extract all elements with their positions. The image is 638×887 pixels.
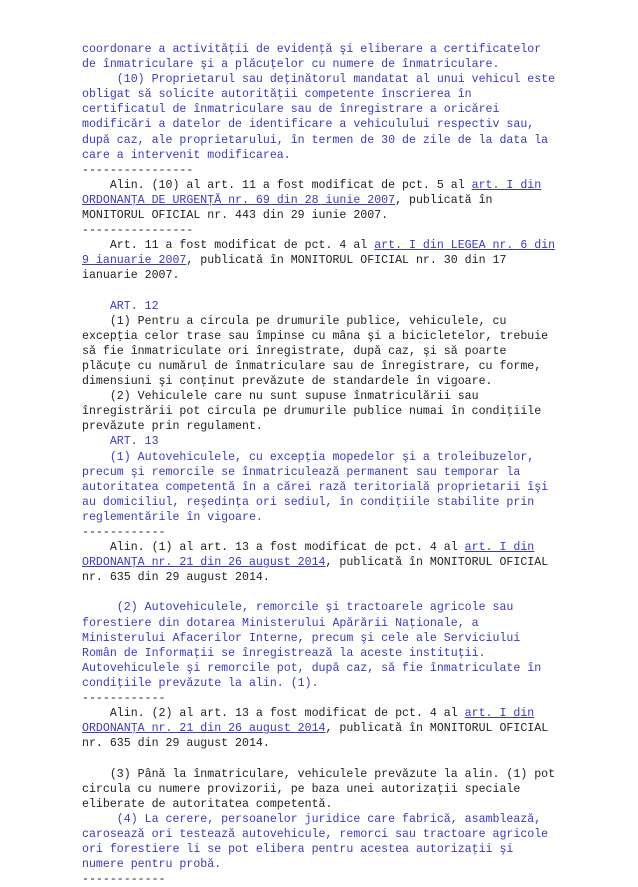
- text-segment: Român de Informaţii se înregistrează la aceste instituţii.: [82, 646, 486, 660]
- text-segment: , publicată în MONITORUL OFICIAL: [325, 722, 549, 736]
- text-segment: ART. 12: [82, 299, 159, 313]
- text-line: [82, 117, 568, 132]
- text-segment: MONITORUL OFICIAL nr. 443 din 29 iunie 2007.: [82, 209, 389, 223]
- separator-line: [82, 691, 568, 706]
- text-segment: condiţiile prevăzute la alin. (1).: [82, 676, 319, 690]
- text-line: [82, 842, 568, 857]
- text-line: [82, 706, 568, 721]
- separator-line: [82, 223, 568, 238]
- text-line: [82, 404, 568, 419]
- text-line: [82, 102, 568, 117]
- text-line: [82, 208, 568, 223]
- text-segment: (1) Autovehiculele, cu excepţia mopedelor şi a troleibuzelor,: [82, 450, 535, 464]
- text-line: [82, 268, 568, 283]
- text-segment: , publicată în MONITORUL OFICIAL nr. 30 din 17: [186, 254, 507, 268]
- text-segment: (3) Până la înmatriculare, vehiculele prevăzute la alin. (1) pot: [82, 767, 556, 781]
- legal-reference-link[interactable]: art. I din LEGEA nr. 6 din: [374, 239, 556, 253]
- text-segment: Alin. (2) al art. 13 a fost modificat de pct. 4 al: [82, 707, 465, 721]
- text-line: [82, 540, 568, 555]
- text-segment: circula cu numere provizorii, pe baza unei autorizaţii speciale: [82, 782, 521, 796]
- text-segment: (1) Pentru a circula pe drumurile publice, vehiculele, cu: [82, 314, 507, 328]
- text-segment: coordonare a activităţii de evidenţă şi eliberare a certificatelor: [82, 43, 542, 56]
- text-segment: de înmatriculare şi a plăcuţelor cu numere de înmatriculare.: [82, 58, 500, 72]
- text-segment: obligat să solicite autorităţii competente înscrierea în: [82, 88, 472, 102]
- text-line: [82, 72, 568, 87]
- legal-reference-link[interactable]: art. I din: [464, 541, 535, 555]
- text-line: [82, 782, 568, 797]
- text-segment: autoritatea competentă în a cărei rază teritorială proprietarii îşi: [82, 480, 549, 494]
- text-line: [82, 555, 568, 570]
- text-line: [82, 148, 568, 163]
- text-segment: după caz, ale proprietarului, în termen de 30 de zile de la data la: [82, 133, 549, 147]
- text-segment: precum şi remorcile se înmatriculează permanent sau temporar la: [82, 465, 521, 479]
- text-line: [82, 480, 568, 495]
- text-line: [82, 329, 568, 344]
- text-line: [82, 419, 568, 434]
- text-line: [82, 646, 568, 661]
- legal-reference-link[interactable]: 9 ianuarie 2007: [82, 254, 187, 268]
- text-segment: care a intervenit modificarea.: [82, 148, 291, 162]
- text-line: [82, 676, 568, 691]
- text-line: [82, 42, 568, 57]
- text-segment: Alin. (10) al art. 11 a fost modificat de pct. 5 al: [82, 178, 472, 192]
- text-segment: (2) Vehiculele care nu sunt supuse înmatriculării sau: [82, 390, 479, 404]
- text-line: [82, 661, 568, 676]
- text-line: [82, 495, 568, 510]
- text-line: [82, 299, 568, 314]
- text-line: [82, 87, 568, 102]
- text-segment: au domiciliul, reşedinţa ori sediul, în condiţiile stabilite prin: [82, 495, 535, 509]
- text-segment: ori forestiere li se pot elibera pentru acestea autorizaţii şi: [82, 842, 514, 856]
- text-line: [82, 767, 568, 782]
- text-line: [82, 253, 568, 268]
- text-segment: ------------: [82, 692, 166, 706]
- text-line: [82, 736, 568, 751]
- text-line: [82, 178, 568, 193]
- text-line: [82, 570, 568, 585]
- document-page: [82, 42, 568, 887]
- text-segment: Ministerului Afacerilor Interne, precum şi cele ale Serviciului: [82, 631, 521, 645]
- text-segment: Alin. (1) al art. 13 a fost modificat de pct. 4 al: [82, 541, 465, 555]
- text-line: [82, 465, 568, 480]
- text-line: [82, 133, 568, 148]
- blank-line: [82, 751, 568, 766]
- text-segment: (4) La cerere, persoanelor juridice care fabrică, asamblează,: [82, 812, 542, 826]
- text-segment: înregistrării pot circula pe drumurile publice numai în condiţiile: [82, 405, 542, 419]
- text-segment: ianuarie 2007.: [82, 269, 180, 283]
- legal-reference-link[interactable]: ORDONANŢA nr. 21 din 26 august 2014: [82, 722, 326, 736]
- text-segment: eliberate de autoritatea competentă.: [82, 797, 333, 811]
- text-line: [82, 344, 568, 359]
- separator-line: [82, 872, 568, 887]
- text-line: [82, 314, 568, 329]
- text-segment: ART. 13: [82, 435, 159, 449]
- text-line: [82, 827, 568, 842]
- text-line: [82, 57, 568, 72]
- text-segment: numere pentru probă.: [82, 858, 222, 872]
- text-segment: ----------------: [82, 163, 194, 177]
- text-line: [82, 797, 568, 812]
- blank-line: [82, 284, 568, 299]
- text-segment: reglementările în vigoare.: [82, 510, 263, 524]
- text-segment: , publicată în MONITORUL OFICIAL: [325, 556, 549, 570]
- text-segment: prevăzute prin regulament.: [82, 420, 263, 434]
- text-line: [82, 193, 568, 208]
- text-segment: Art. 11 a fost modificat de pct. 4 al: [82, 239, 375, 253]
- text-segment: ------------: [82, 873, 166, 887]
- text-line: [82, 450, 568, 465]
- text-segment: nr. 635 din 29 august 2014.: [82, 737, 270, 751]
- text-line: [82, 600, 568, 615]
- text-segment: ------------: [82, 526, 166, 539]
- text-line: [82, 616, 568, 631]
- text-line: [82, 857, 568, 872]
- legal-reference-link[interactable]: ORDONANŢA DE URGENŢĂ nr. 69 din 28 iunie 2007: [82, 193, 396, 207]
- text-segment: modificări a datelor de identificare a vehiculului respectiv sau,: [82, 118, 535, 132]
- text-segment: să fie înmatriculate ori înregistrate, după caz, şi să poarte: [82, 344, 507, 358]
- text-segment: excepţia celor trase sau împinse cu mâna şi a bicicletelor, trebuie: [82, 329, 549, 343]
- text-line: [82, 631, 568, 646]
- text-segment: nr. 635 din 29 august 2014.: [82, 571, 270, 585]
- text-segment: (10) Proprietarul sau deţinătorul mandatat al unui vehicul este: [82, 73, 556, 87]
- separator-line: [82, 163, 568, 178]
- text-line: [82, 359, 568, 374]
- text-line: [82, 374, 568, 389]
- text-line: [82, 721, 568, 736]
- text-segment: plăcuţe cu numărul de înmatriculare sau de înregistrare, cu forme,: [82, 359, 542, 373]
- text-segment: , publicată în: [395, 193, 493, 207]
- legal-reference-link[interactable]: art. I din: [464, 707, 535, 721]
- text-segment: Autovehiculele şi remorcile pot, după caz, să fie înmatriculate în: [82, 661, 542, 675]
- text-segment: (2) Autovehiculele, remorcile şi tractoarele agricole sau: [82, 601, 514, 615]
- blank-line: [82, 585, 568, 600]
- text-segment: ----------------: [82, 224, 194, 238]
- text-segment: certificatul de înmatriculare sau de înregistrare a oricărei: [82, 103, 500, 117]
- separator-line: [82, 525, 568, 540]
- legal-reference-link[interactable]: ORDONANŢA nr. 21 din 26 august 2014: [82, 556, 326, 570]
- legal-reference-link[interactable]: art. I din: [471, 178, 542, 192]
- text-line: [82, 812, 568, 827]
- text-segment: dimensiuni şi conţinut prevăzute de standardele în vigoare.: [82, 375, 493, 389]
- text-line: [82, 510, 568, 525]
- text-line: [82, 389, 568, 404]
- text-line: [82, 434, 568, 449]
- text-segment: forestiere din dotarea Ministerului Apărării Naţionale, a: [82, 616, 479, 630]
- text-segment: carosează ori testează autovehicule, remorci sau tractoare agricole: [82, 827, 549, 841]
- text-line: [82, 238, 568, 253]
